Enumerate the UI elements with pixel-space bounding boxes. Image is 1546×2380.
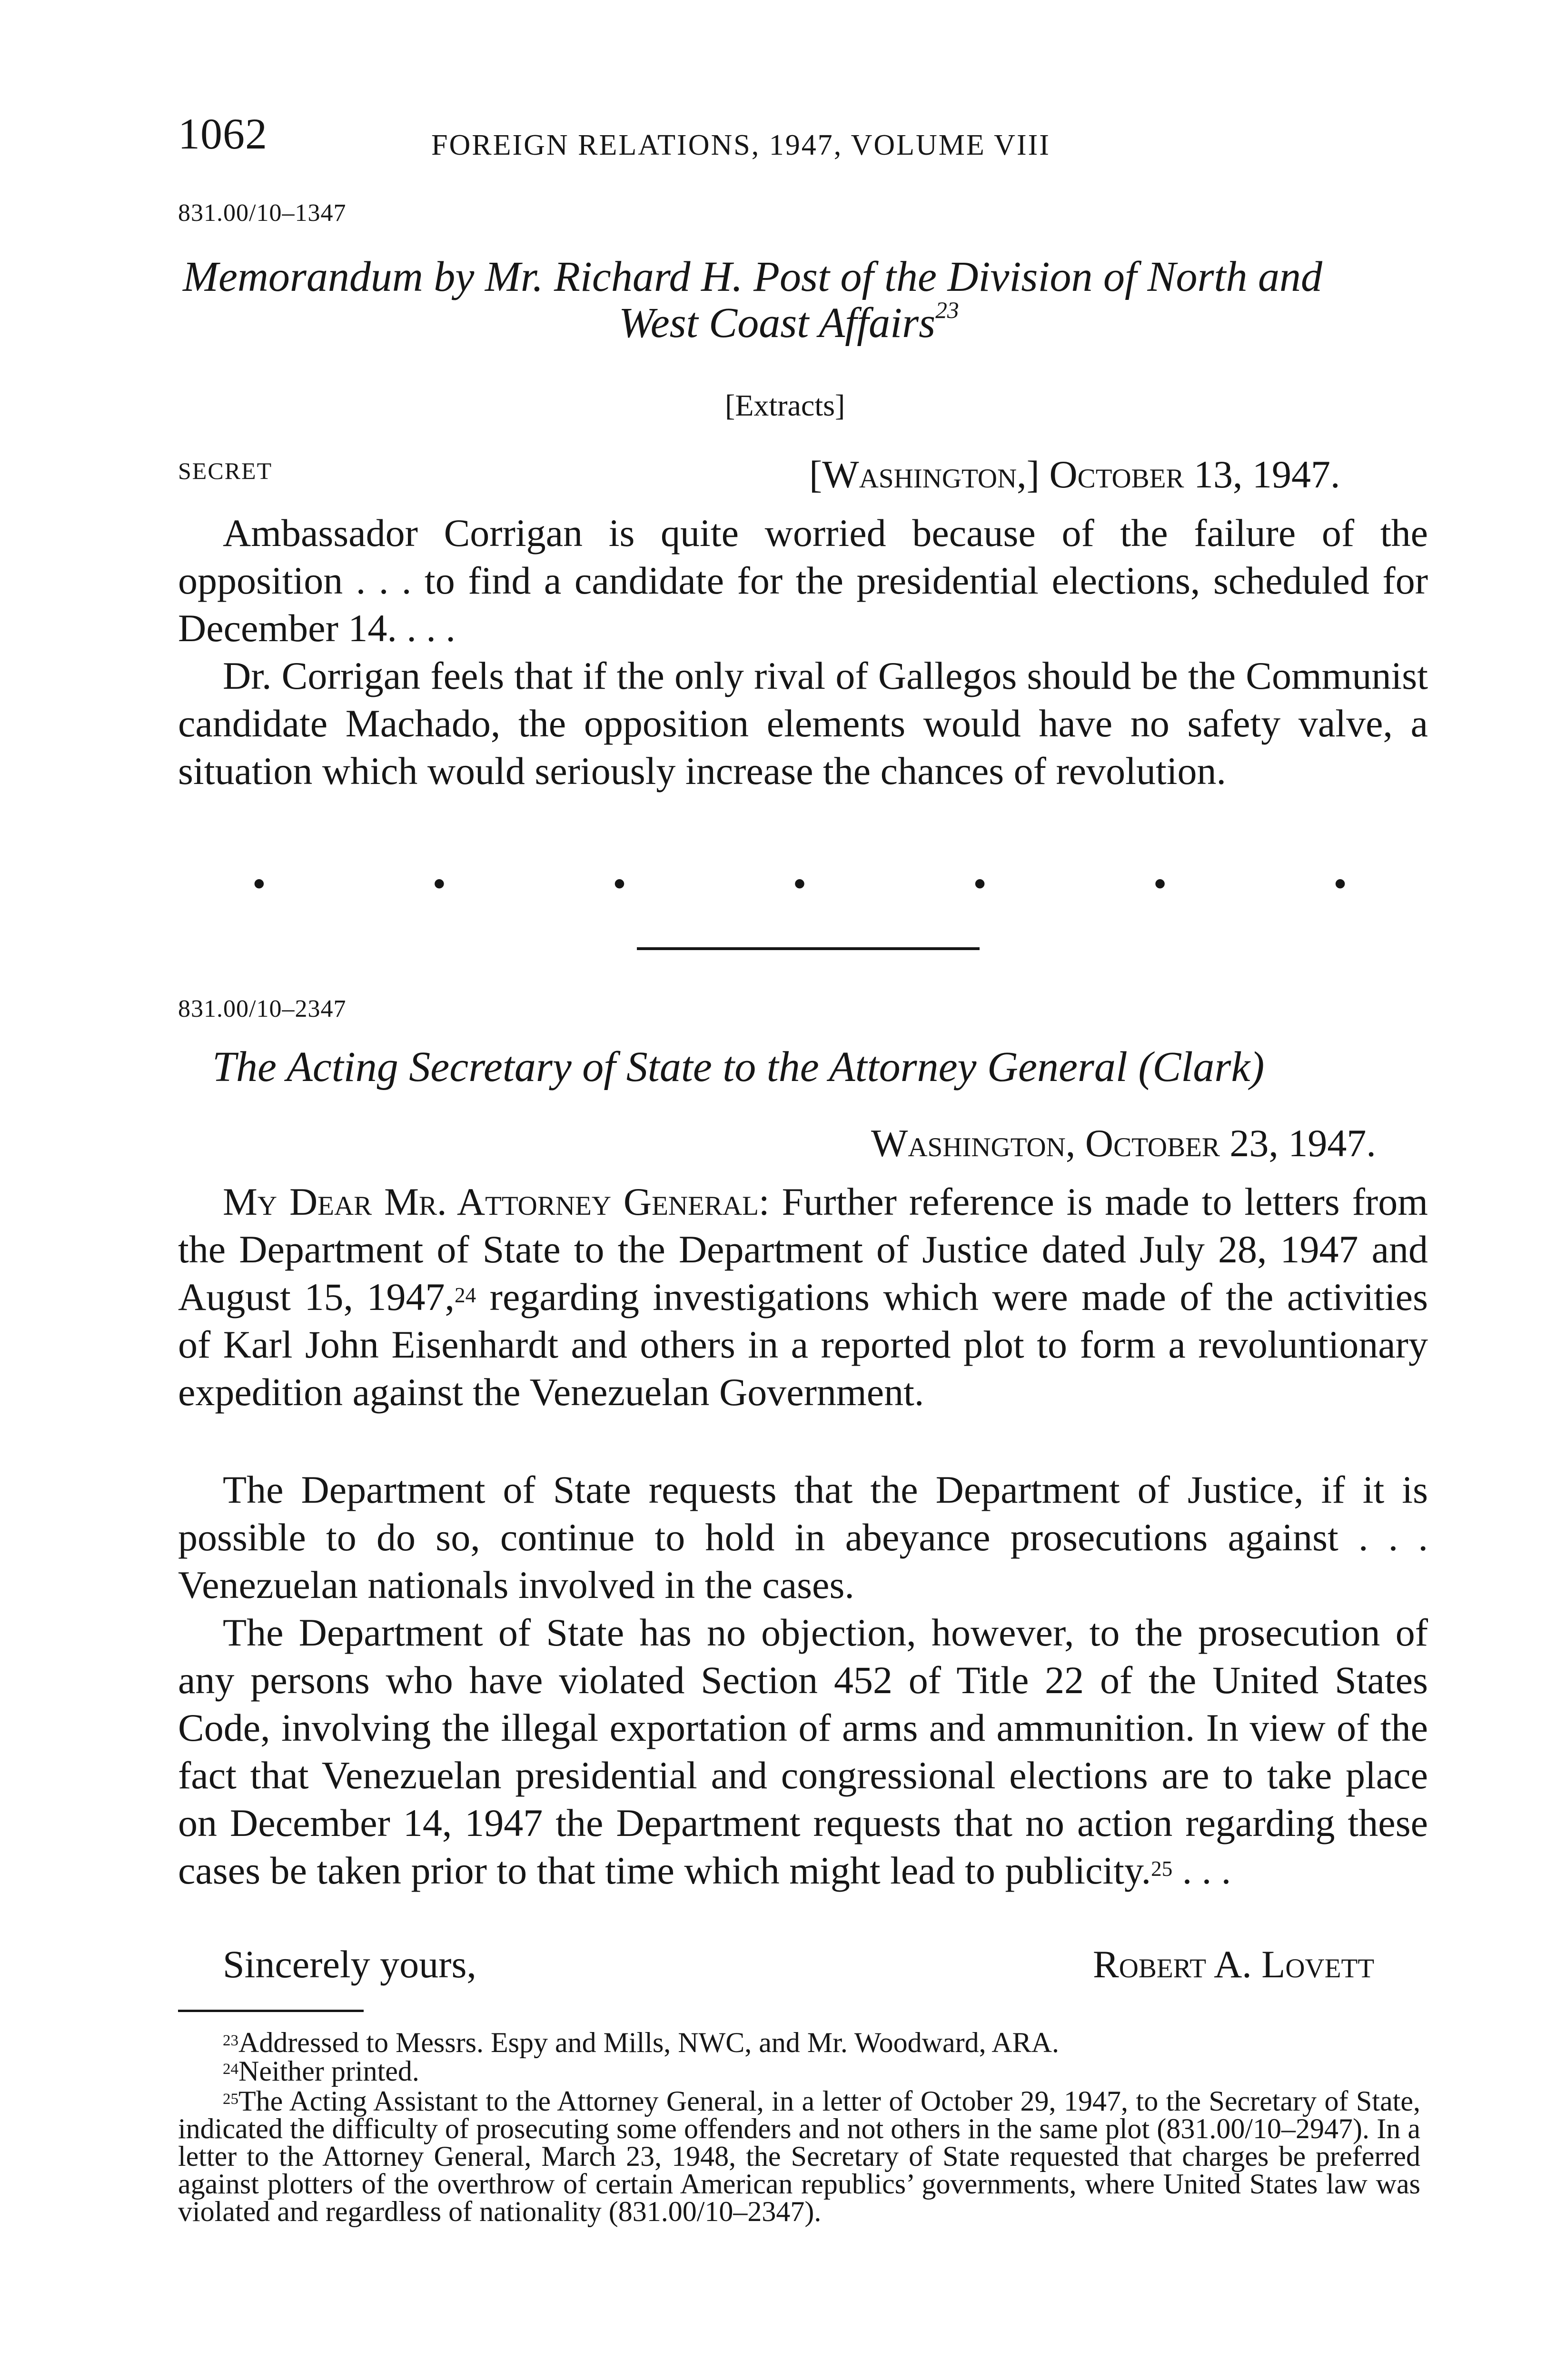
page-number: 1062 xyxy=(178,109,268,158)
ellipsis-dot: • xyxy=(252,862,266,905)
doc2-paragraph-2: The Department of State requests that the Department of Justice, if it is possible to do so, continue to hold in abeyance prosecutions against . . . Venezuelan nationals involved in the cases. xyxy=(178,1468,1428,1606)
section-divider xyxy=(637,947,980,950)
doc1-paragraph-2: Dr. Corrigan feels that if the only rival of Gallegos should be the Communist candidate Machado, the opposition elements would have no safety valve, a situation which would seriously increase the chances of revolution. xyxy=(178,654,1428,793)
doc2-title: The Acting Secretary of State to the Attorney General (Clark) xyxy=(212,1043,1265,1091)
doc1-paragraph-1: Ambassador Corrigan is quite worried because of the failure of the opposition . . . to find a candidate for the presidential elections, scheduled for December 14. . . . xyxy=(178,511,1428,650)
doc2-dateline: Washington, October 23, 1947. xyxy=(871,1121,1376,1165)
footnote-24: $^{24}$Neither printed. xyxy=(223,2055,419,2087)
doc1-extracts-label: [Extracts] xyxy=(725,388,845,422)
footnote-ref-24: 24 xyxy=(455,1283,476,1307)
doc2-file-number: 831.00/10–2347 xyxy=(178,995,347,1022)
footnote-25: $^{25}$The Acting Assistant to the Attorney General, in a letter of October 29, 1947, to the Secretary of State, indicated the difficulty of prosecuting some offenders and not others in the same plot (831.00/10–2947). In a letter to the Attorney General, March 23, 1948, the Secretary of State requested that charges be preferred against plotters of the overthrow of certain American republics’ governments, where United States law was violated and regardless of nationality (831.00/10–2347). xyxy=(178,2085,1420,2227)
ellipsis-dot: • xyxy=(1153,862,1167,905)
running-head-title: FOREIGN RELATIONS, 1947, VOLUME VIII xyxy=(431,129,1050,161)
doc1-classification: SECRET xyxy=(178,457,273,484)
doc1-title-line2: West Coast Affairs$^{23}$ xyxy=(619,297,959,347)
footnote-23: $^{23}$Addressed to Messrs. Espy and Mills, NWC, and Mr. Woodward, ARA. xyxy=(223,2027,1059,2058)
salutation: My Dear Mr. Attorney General: xyxy=(223,1180,770,1223)
doc2-paragraph-1: My Dear Mr. Attorney General: Further reference is made to letters from the Department of State to the Department of Justice dated July 28, 1947 and August 15, 1947,24 regarding investigations which were made of the activities of Karl John Eisenhardt and others in a reported plot to form a revoluntionary expedition against the Venezuelan Government. xyxy=(178,1180,1428,1414)
footnote-ref-25: 25 xyxy=(1151,1857,1173,1881)
ellipsis-dot: • xyxy=(613,862,626,905)
ellipsis-dot: • xyxy=(973,862,987,905)
doc2-paragraph-3: The Department of State has no objection, however, to the prosecution of any persons who have violated Section 452 of Title 22 of the United States Code, involving the illegal exportation of arms and ammunition. In view of the fact that Venezuelan presidential and congressional elections are to take place on December 14, 1947 the Department requests that no action regarding these cases be taken prior to that time which might lead to publicity.$^{25}$ . . . xyxy=(178,1611,1428,1892)
signature: Robert A. Lovett xyxy=(1093,1943,1375,1986)
footnote-ref-23: 23 xyxy=(935,297,959,323)
doc1-dateline: [Washington,] October 13, 1947. xyxy=(809,453,1340,496)
ellipsis-dot: • xyxy=(432,862,446,905)
doc1-title-line1: Memorandum by Mr. Richard H. Post of the Division of North and xyxy=(183,253,1323,300)
ellipsis-dot: • xyxy=(793,862,807,905)
ellipsis-dot: • xyxy=(1333,862,1347,905)
ellipsis-row xyxy=(252,862,1347,906)
closing: Sincerely yours, xyxy=(223,1943,476,1986)
footnote-rule xyxy=(178,2010,364,2012)
doc1-file-number: 831.00/10–1347 xyxy=(178,199,347,227)
